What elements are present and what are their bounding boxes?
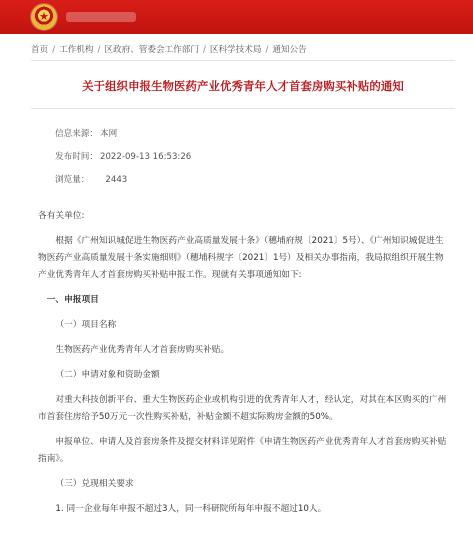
paragraph: 1. 同一企业每年申报不超过3人，同一科研院所每年申报不超过10人。	[55, 504, 327, 514]
divider	[31, 108, 455, 109]
subsection-heading: （三）兑现相关要求	[55, 479, 134, 489]
breadcrumb-separator: /	[202, 45, 206, 55]
paragraph: 对重大科技创新平台、重大生物医药企业或机构引进的优秀青年人才，经认定，对其在本区购买的广州市首套住房给予50万元一次性购买补贴，补贴金额不超实际购房金额的50%。	[38, 395, 447, 422]
salutation: 各有关单位:	[38, 211, 85, 221]
article-title: 关于组织申报生物医药产业优秀青年人才首套房购买补贴的通知	[82, 79, 404, 93]
breadcrumb-science-bureau-link[interactable]: 区科学技术局	[209, 45, 262, 55]
paragraph: 申报单位、申请人及首套房条件及提交材料详见附件《申请生物医药产业优秀青年人才首套房购买补贴指南》。	[38, 437, 447, 464]
meta-date	[55, 150, 191, 162]
meta-source-value: 本网	[99, 129, 118, 139]
breadcrumb-work-agencies-link[interactable]: 工作机构	[59, 45, 94, 55]
subsection-heading: （二）申请对象和资助金额	[55, 370, 160, 380]
intro-paragraph: 根据《广州知识城促进生物医药产业高质量发展十条》（穗埔府规〔2021〕5号）、《广州知识城促进生物医药产业高质量发展十条实施细则》（穗埔科规字〔2021〕1号）及相关办事指南，我局拟组织开展生物产业优秀青年人才首套房购买补贴申报工作。现就有关事项通知如下:	[38, 236, 444, 280]
breadcrumb-separator: /	[97, 45, 101, 55]
meta-source-label: 信息来源：	[55, 129, 98, 139]
paragraph: 生物医药产业优秀青年人才首套房购买补贴。	[55, 345, 230, 355]
breadcrumb	[31, 43, 307, 55]
breadcrumb-notices-link[interactable]: 通知公告	[272, 45, 307, 55]
meta-date-value: 2022-09-13 16:53:26	[99, 152, 192, 162]
meta-views	[55, 173, 127, 185]
meta-views-label: 浏览量：	[55, 175, 90, 185]
article-body	[38, 208, 449, 526]
meta-date-label: 发布时间：	[55, 152, 98, 162]
breadcrumb-home-link[interactable]: 首页	[31, 45, 49, 55]
meta-source	[55, 127, 117, 139]
section-heading: 一、申报项目	[46, 295, 99, 305]
national-emblem-icon: ★	[31, 4, 57, 30]
site-title-placeholder	[66, 12, 136, 22]
divider	[31, 60, 455, 61]
breadcrumb-separator: /	[265, 45, 269, 55]
subsection-heading: （一）项目名称	[55, 320, 117, 330]
breadcrumb-district-departments-link[interactable]: 区政府、管委会工作部门	[104, 45, 199, 55]
site-header	[0, 0, 473, 34]
breadcrumb-separator: /	[52, 45, 56, 55]
meta-views-value: 2443	[105, 175, 128, 185]
